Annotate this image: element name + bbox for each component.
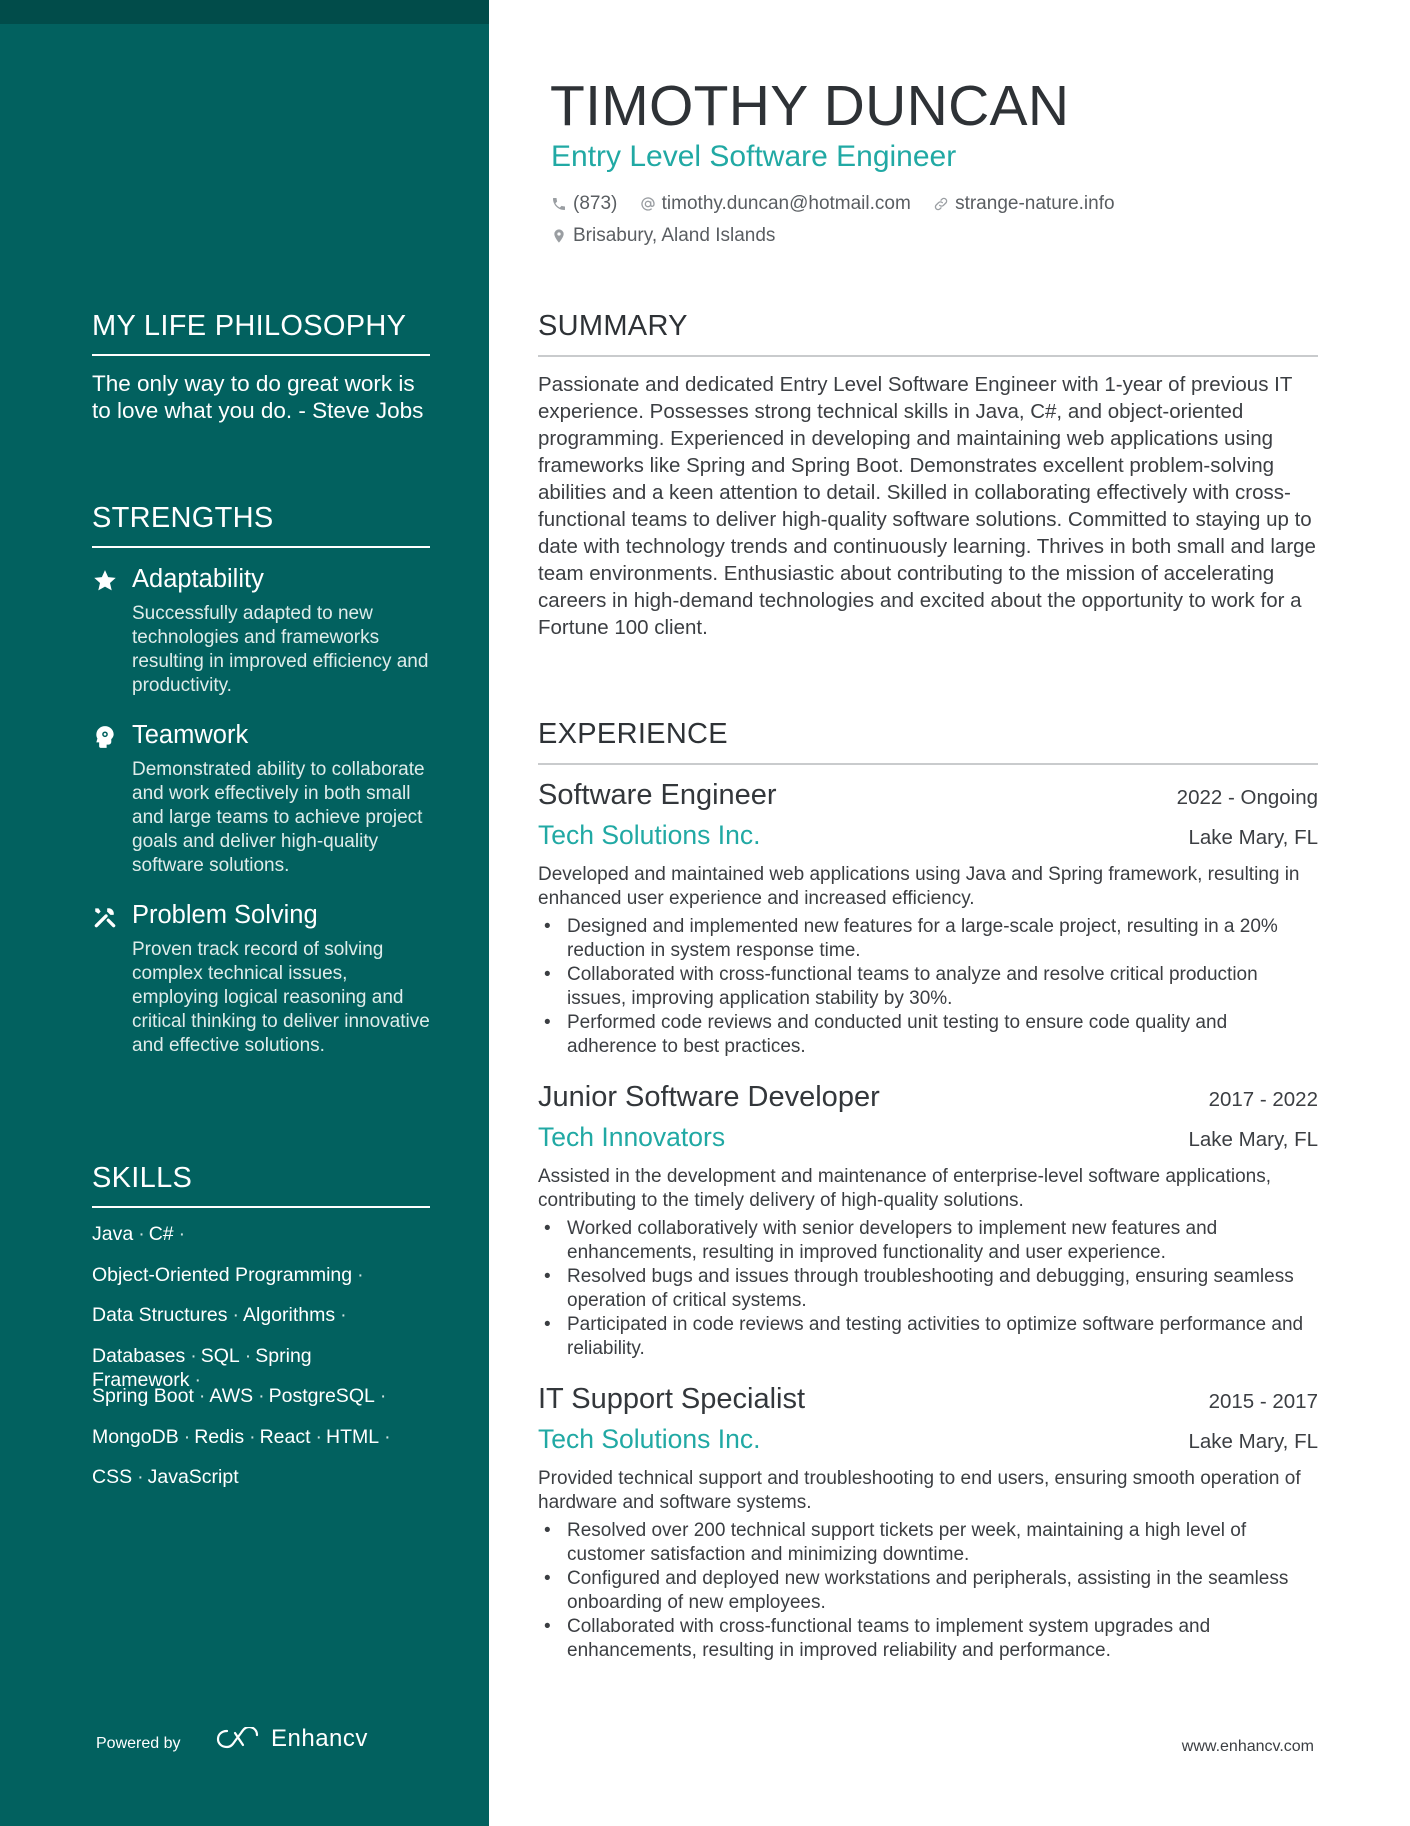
skills-heading: SKILLS [92, 1162, 430, 1208]
head-gear-icon [92, 724, 118, 750]
strength-title: Problem Solving [132, 901, 318, 929]
skill-item: CSS [92, 1466, 133, 1488]
strength-desc: Demonstrated ability to collaborate and work effectively in both small and large teams to achieve project goals and deliver high-quality software solutions. [132, 759, 425, 876]
skill-separator: · [183, 1425, 191, 1448]
skill-item: React [259, 1425, 311, 1448]
main-content [489, 0, 1410, 1826]
website-text: strange-nature.info [955, 193, 1115, 214]
phone-text: (873) [573, 193, 618, 214]
skills-row [92, 1263, 430, 1304]
job-dates: 2015 - 2017 [1208, 1390, 1318, 1413]
experience-entry [538, 1383, 1318, 1663]
at-icon [640, 196, 656, 212]
summary-heading: SUMMARY [538, 310, 1318, 357]
skills-row [92, 1222, 430, 1263]
job-company: Tech Solutions Inc. [538, 1424, 761, 1454]
skills-row [92, 1465, 430, 1506]
skill-separator: · [232, 1304, 239, 1326]
skill-separator: · [384, 1425, 391, 1448]
skill-item: Java [92, 1223, 134, 1245]
job-company: Tech Solutions Inc. [538, 820, 761, 850]
skills-row [92, 1384, 430, 1425]
job-company-row [538, 1122, 1318, 1153]
contact-info [551, 193, 1132, 250]
skill-item: Algorithms [242, 1304, 336, 1326]
skill-separator: · [138, 1223, 145, 1245]
strength-item [92, 900, 430, 1058]
job-location: Lake Mary, FL [1188, 1128, 1318, 1151]
skill-item: Data Structures [92, 1304, 228, 1326]
job-company-row [538, 820, 1318, 851]
email-text: timothy.duncan@hotmail.com [661, 193, 911, 214]
job-bullets [538, 1217, 1318, 1361]
job-bullet: • Performed code reviews and conducted unit testing to ensure code quality and adherence to best practices. [538, 1011, 1318, 1059]
job-bullet: • Collaborated with cross-functional teams to analyze and resolve critical production issues, improving application stability by 30%. [538, 963, 1318, 1011]
job-title: Software Engineer [538, 779, 777, 811]
strength-item [92, 720, 430, 878]
tools-icon [92, 904, 118, 930]
skill-item: Object-Oriented Programming [92, 1263, 353, 1286]
skill-separator: · [194, 1368, 202, 1391]
skill-item: AWS [209, 1385, 254, 1407]
job-bullet: • Collaborated with cross-functional teams to implement system upgrades and enhancements, resulting in improved reliability and performance. [538, 1615, 1318, 1663]
strengths-section [92, 502, 430, 1058]
email-item[interactable] [640, 193, 911, 215]
skill-item: MongoDB [92, 1425, 179, 1448]
skill-item: Databases [92, 1344, 186, 1367]
job-dates: 2022 - Ongoing [1176, 786, 1318, 809]
skills-list [92, 1222, 430, 1506]
summary-text: Passionate and dedicated Entry Level Software Engineer with 1-year of previous IT experience. Possesses strong technical skills in Java, C#, and object-oriented programming. Experienced in developing and maintaining web applications using frameworks like Spring and Spring Boot. Demonstrates excellent problem-solving abilities and a keen attention to detail. Skilled in collaborating effectively with cross-functional teams to deliver high-quality software solutions. Committed to staying up to date with technology trends and continuously learning. Thrives in both small and large team environments. Enthusiastic about contributing to the mission of accelerating careers in high-demand technologies and excited about the opportunity to work for a Fortune 100 client. [538, 373, 1316, 639]
skill-separator: · [137, 1466, 144, 1488]
job-description: Developed and maintained web applications using Java and Spring framework, resulting in enhanced user experience and increased efficiency. [538, 864, 1300, 909]
strength-desc: Proven track record of solving complex technical issues, employing logical reasoning and critical thinking to deliver innovative and effective solutions. [132, 939, 430, 1056]
skill-separator: · [244, 1344, 252, 1367]
strength-title: Teamwork [132, 721, 249, 749]
job-bullet: • Resolved bugs and issues through troubleshooting and debugging, ensuring seamless operation of critical systems. [538, 1265, 1318, 1313]
enhancv-site-link[interactable]: www.enhancv.com [1181, 1738, 1314, 1755]
experience-heading: EXPERIENCE [538, 718, 1318, 765]
location-text: Brisabury, Aland Islands [573, 225, 776, 246]
job-bullet: • Worked collaboratively with senior developers to implement new features and enhancements, resulting in improved functionality and user experience. [538, 1217, 1318, 1265]
job-description: Assisted in the development and maintenance of enterprise-level software applications, contributing to the timely delivery of high-quality solutions. [538, 1166, 1271, 1211]
job-company: Tech Innovators [538, 1122, 726, 1152]
skill-item: Spring Framework [92, 1344, 312, 1391]
job-location: Lake Mary, FL [1188, 826, 1318, 849]
philosophy-heading: MY LIFE PHILOSOPHY [92, 310, 430, 356]
star-icon [92, 568, 118, 594]
skills-row [92, 1344, 430, 1391]
skill-separator: · [340, 1304, 347, 1326]
job-bullet: • Resolved over 200 technical support tickets per week, maintaining a high level of customer satisfaction and minimizing downtime. [538, 1519, 1318, 1567]
skills-section [92, 1162, 430, 1506]
skill-separator: · [315, 1425, 323, 1448]
job-title: IT Support Specialist [538, 1383, 806, 1415]
job-company-row [538, 1424, 1318, 1455]
strength-item [92, 564, 430, 698]
job-header [538, 779, 1318, 812]
location-pin-icon [551, 228, 567, 244]
website-item[interactable] [933, 193, 1115, 215]
skills-row [92, 1303, 430, 1344]
job-header [538, 1081, 1318, 1114]
experience-entry [538, 779, 1318, 1059]
job-bullets [538, 915, 1318, 1059]
powered-by-label: Powered by [96, 1735, 181, 1752]
sidebar-top-band [0, 0, 489, 24]
skill-item: HTML [326, 1425, 380, 1448]
skill-separator: · [249, 1425, 256, 1448]
phone-icon [551, 196, 567, 212]
skill-item: SQL [200, 1344, 240, 1367]
philosophy-section [92, 310, 430, 424]
experience-entry [538, 1081, 1318, 1361]
candidate-name: TIMOTHY DUNCAN [550, 74, 1070, 138]
enhancv-logo[interactable] [215, 1725, 368, 1753]
strength-title: Adaptability [132, 565, 264, 593]
sidebar [0, 0, 489, 1826]
skill-item: JavaScript [147, 1466, 239, 1488]
job-location: Lake Mary, FL [1188, 1430, 1318, 1453]
skill-item: C# [148, 1223, 174, 1245]
experience-section [538, 718, 1318, 1663]
job-bullet: • Participated in code reviews and testing activities to optimize software performance and reliability. [538, 1313, 1318, 1361]
job-bullet: • Designed and implemented new features for a large-scale project, resulting in a 20% reduction in system response time. [538, 915, 1318, 963]
skill-item: PostgreSQL [268, 1385, 375, 1407]
job-description: Provided technical support and troubleshooting to end users, ensuring smooth operation of hardware and software systems. [538, 1468, 1301, 1513]
skill-separator: · [357, 1263, 364, 1286]
candidate-title: Entry Level Software Engineer [551, 140, 957, 173]
skill-separator: · [198, 1385, 206, 1407]
job-header [538, 1383, 1318, 1416]
job-title: Junior Software Developer [538, 1081, 880, 1113]
skill-separator: · [178, 1223, 186, 1245]
strength-desc: Successfully adapted to new technologies and frameworks resulting in improved efficiency and productivity. [132, 603, 429, 696]
location-item [551, 225, 775, 247]
enhancv-logo-icon [215, 1727, 261, 1751]
experience-list [538, 779, 1318, 1663]
skills-row [92, 1425, 430, 1466]
job-bullets [538, 1519, 1318, 1663]
summary-section [538, 310, 1318, 641]
phone-item[interactable] [551, 193, 617, 215]
skill-item: Spring Boot [92, 1385, 194, 1407]
skill-separator: · [258, 1385, 265, 1407]
strengths-heading: STRENGTHS [92, 502, 430, 548]
job-dates: 2017 - 2022 [1208, 1088, 1318, 1111]
enhancv-logo-text: Enhancv [271, 1725, 368, 1752]
philosophy-quote: The only way to do great work is to love what you do. - Steve Jobs [92, 371, 424, 423]
job-bullet: • Configured and deployed new workstations and peripherals, assisting in the seamless onboarding of new employees. [538, 1567, 1318, 1615]
skill-separator: · [379, 1385, 387, 1407]
skill-item: Redis [194, 1425, 245, 1448]
skill-separator: · [190, 1344, 197, 1367]
link-icon [933, 196, 949, 212]
